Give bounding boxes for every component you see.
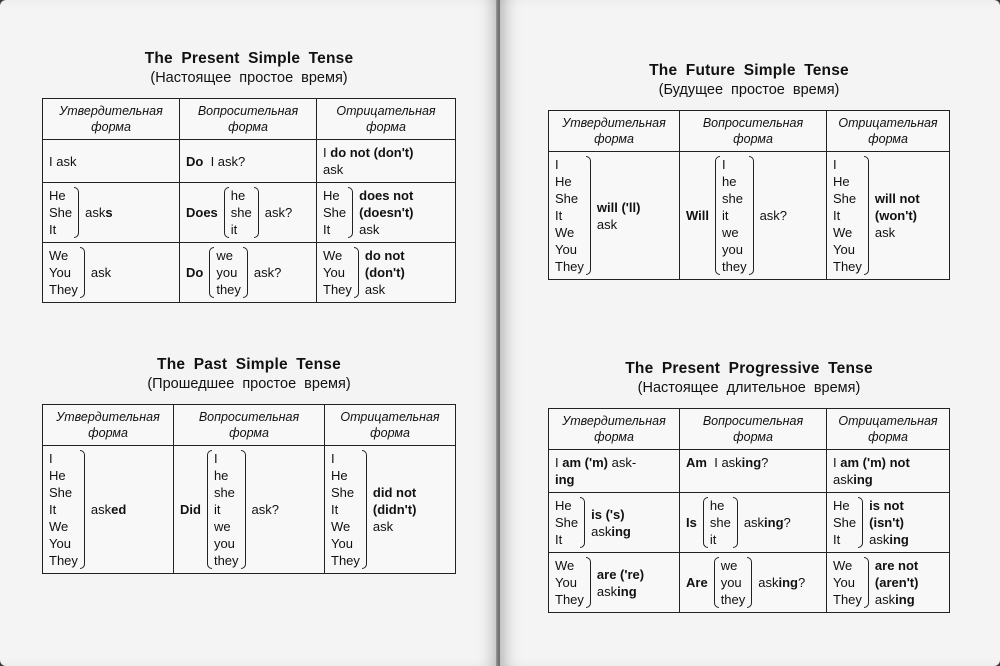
brace-icon	[864, 156, 873, 275]
brace-icon	[747, 557, 756, 608]
cell-interrogative: Does he she it ask?	[180, 183, 317, 243]
brace-icon	[733, 497, 742, 548]
cell-interrogative: Did I he she it we you they ask?	[174, 446, 325, 574]
cell-negative: I He She It We You They will not (won't) ask	[827, 152, 950, 280]
section-subtitle: (Будущее простое время)	[658, 82, 840, 98]
table-header-row	[549, 111, 950, 152]
cell-interrogative: Are we you they asking?	[680, 553, 827, 613]
brace-icon	[348, 187, 357, 238]
header-negative: Отрицательная форма	[325, 405, 456, 446]
brace-icon	[710, 557, 719, 608]
header-affirmative: Утвердительная форма	[549, 409, 680, 450]
cell-negative: He She It is not (isn't) asking	[827, 493, 950, 553]
cell-interrogative: Am I asking?	[680, 450, 827, 493]
header-interrogative: Вопросительная форма	[180, 99, 317, 140]
section-subtitle: (Настоящее длительное время)	[637, 380, 861, 396]
cell-interrogative: Do I ask?	[180, 140, 317, 183]
header-negative: Отрицательная форма	[317, 99, 456, 140]
cell-affirmative: We You They ask	[43, 243, 180, 303]
future-simple-table	[548, 110, 950, 280]
section-title: The Future Simple Tense	[649, 62, 849, 79]
header-negative: Отрицательная форма	[827, 111, 950, 152]
brace-icon	[699, 497, 708, 548]
present-simple-section	[42, 50, 456, 303]
section-title: The Present Progressive Tense	[625, 360, 873, 377]
table-row	[549, 553, 950, 613]
brace-icon	[864, 557, 873, 608]
brace-icon	[220, 187, 229, 238]
brace-icon	[80, 450, 89, 569]
cell-affirmative: I am ('m) ask- ing	[549, 450, 680, 493]
brace-icon	[80, 247, 89, 298]
header-interrogative: Вопросительная форма	[680, 111, 827, 152]
brace-icon	[586, 557, 595, 608]
table-row	[43, 446, 456, 574]
brace-icon	[74, 187, 83, 238]
table-row	[43, 183, 456, 243]
present-progressive-section	[548, 360, 950, 613]
table-header-row	[549, 409, 950, 450]
brace-icon	[203, 450, 212, 569]
cell-negative: I do not (don't) ask	[317, 140, 456, 183]
brace-icon	[580, 497, 589, 548]
past-simple-table	[42, 404, 456, 574]
header-affirmative: Утвердительная форма	[43, 405, 174, 446]
past-simple-section	[42, 356, 456, 574]
brace-icon	[254, 187, 263, 238]
cell-interrogative: Will I he she it we you they ask?	[680, 152, 827, 280]
table-header-row	[43, 99, 456, 140]
section-title: The Present Simple Tense	[144, 50, 354, 67]
cell-affirmative: He She It asks	[43, 183, 180, 243]
table-header-row	[43, 405, 456, 446]
present-progressive-table	[548, 408, 950, 613]
cell-interrogative: Do we you they ask?	[180, 243, 317, 303]
brace-icon	[241, 450, 250, 569]
table-row	[43, 243, 456, 303]
section-subtitle: (Настоящее простое время)	[150, 70, 348, 86]
cell-interrogative: Is he she it asking?	[680, 493, 827, 553]
cell-negative: We You They do not (don't) ask	[317, 243, 456, 303]
brace-icon	[749, 156, 758, 275]
section-title: The Past Simple Tense	[157, 356, 341, 373]
present-simple-table	[42, 98, 456, 303]
cell-negative: I am ('m) not asking	[827, 450, 950, 493]
brace-icon	[354, 247, 363, 298]
section-subtitle: (Прошедшее простое время)	[147, 376, 351, 392]
header-interrogative: Вопросительная форма	[174, 405, 325, 446]
right-page	[500, 0, 1000, 666]
cell-negative: We You They are not (aren't) asking	[827, 553, 950, 613]
brace-icon	[858, 497, 867, 548]
future-simple-section	[548, 62, 950, 280]
table-row	[43, 140, 456, 183]
cell-affirmative: We You They are ('re) asking	[549, 553, 680, 613]
brace-icon	[586, 156, 595, 275]
header-affirmative: Утвердительная форма	[43, 99, 180, 140]
cell-negative: He She It does not (doesn't) ask	[317, 183, 456, 243]
brace-icon	[711, 156, 720, 275]
cell-negative: I He She It We You They did not (didn't) ask	[325, 446, 456, 574]
table-row	[549, 493, 950, 553]
brace-icon	[205, 247, 214, 298]
cell-affirmative: I He She It We You They asked	[43, 446, 174, 574]
header-negative: Отрицательная форма	[827, 409, 950, 450]
table-row	[549, 152, 950, 280]
cell-affirmative: I He She It We You They will ('ll) ask	[549, 152, 680, 280]
header-interrogative: Вопросительная форма	[680, 409, 827, 450]
table-row	[549, 450, 950, 493]
brace-icon	[362, 450, 371, 569]
cell-affirmative: I ask	[43, 140, 180, 183]
brace-icon	[243, 247, 252, 298]
header-affirmative: Утвердительная форма	[549, 111, 680, 152]
left-page	[0, 0, 498, 666]
cell-affirmative: He She It is ('s) asking	[549, 493, 680, 553]
